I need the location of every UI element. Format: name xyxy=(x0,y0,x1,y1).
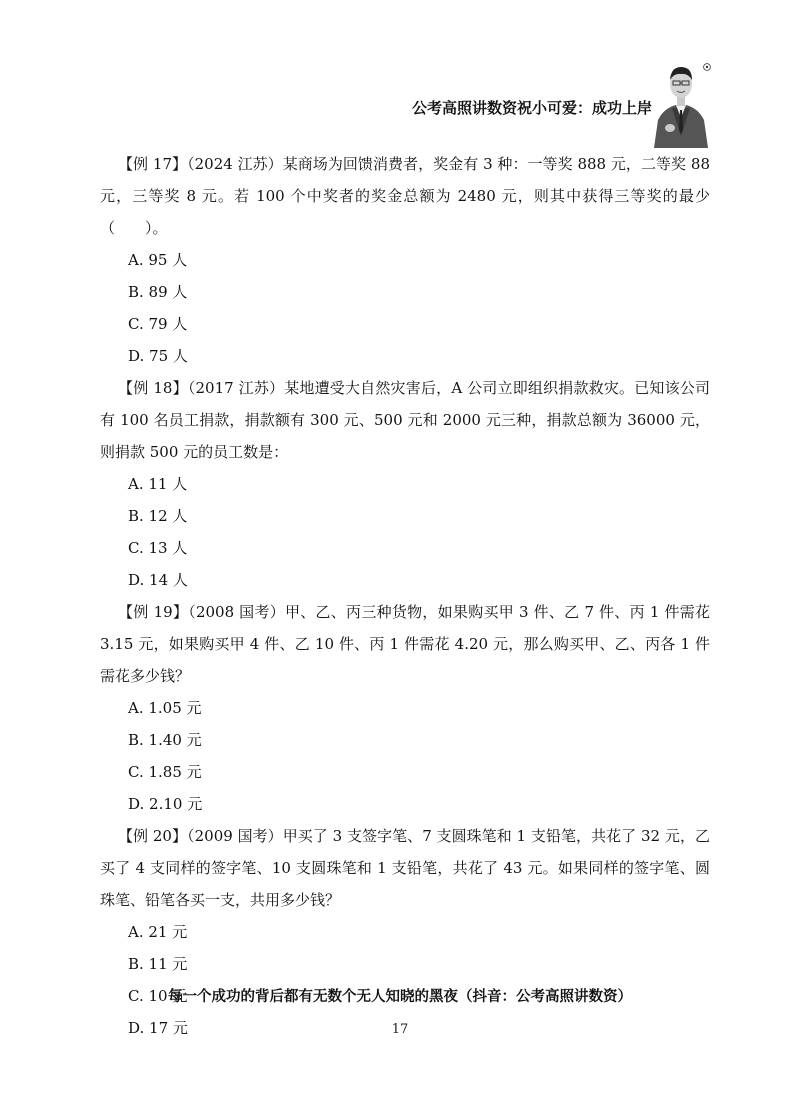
presenter-portrait xyxy=(650,58,712,148)
question-stem: 【例 20】（2009 国考）甲买了 3 支签字笔、7 支圆珠笔和 1 支铅笔，共花了 32 元，乙买了 4 支同样的签字笔、10 支圆珠笔和 1 支铅笔，共花了 43 元。如果同样的签字笔、圆珠笔、铅笔各买一支，共用多少钱？ xyxy=(100,827,710,909)
question-block xyxy=(100,148,710,372)
page-header xyxy=(0,0,800,150)
answer-option: A. 11 人 xyxy=(128,475,188,493)
question-block xyxy=(100,820,710,1044)
page-number: 17 xyxy=(391,1022,409,1037)
answer-option: B. 11 元 xyxy=(128,955,188,973)
question-block xyxy=(100,596,710,820)
header-slogan: 公考高照讲数资祝小可爱：成功上岸 xyxy=(411,99,652,117)
answer-option: D. 2.10 元 xyxy=(128,795,203,813)
question-stem: 【例 17】（2024 江苏）某商场为回馈消费者，奖金有 3 种：一等奖 888 元，二等奖 88 元，三等奖 8 元。若 100 个中奖者的奖金总额为 2480 元，则其中获得三等奖的最少（ ）。 xyxy=(100,155,710,237)
answer-option: A. 21 元 xyxy=(128,923,188,941)
answer-option: B. 89 人 xyxy=(128,283,188,301)
answer-option: D. 17 元 xyxy=(128,1019,188,1037)
answer-option: B. 12 人 xyxy=(128,507,188,525)
question-stem: 【例 19】（2008 国考）甲、乙、丙三种货物，如果购买甲 3 件、乙 7 件、丙 1 件需花 3.15 元，如果购买甲 4 件、乙 10 件、丙 1 件需花 4.20 元，那么购买甲、乙、丙各 1 件需花多少钱？ xyxy=(100,603,710,685)
exercise-list xyxy=(100,148,710,1044)
answer-option: C. 79 人 xyxy=(128,315,188,333)
registered-mark-icon xyxy=(703,63,711,71)
answer-option: C. 1.85 元 xyxy=(128,763,202,781)
answer-option: A. 95 人 xyxy=(128,251,188,269)
answer-option: C. 13 人 xyxy=(128,539,188,557)
question-block xyxy=(100,372,710,596)
footer-slogan: 每一个成功的背后都有无数个无人知晓的黑夜（抖音：公考高照讲数资） xyxy=(168,989,632,1005)
answer-option: D. 75 人 xyxy=(128,347,188,365)
answer-option: B. 1.40 元 xyxy=(128,731,202,749)
answer-option: D. 14 人 xyxy=(128,571,188,589)
question-stem: 【例 18】（2017 江苏）某地遭受大自然灾害后，A 公司立即组织捐款救灾。已知该公司有 100 名员工捐款，捐款额有 300 元、500 元和 2000 元三种，捐款总额为 36000 元，则捐款 500 元的员工数是： xyxy=(100,379,710,461)
answer-option: A. 1.05 元 xyxy=(128,699,202,717)
answer-option: C. 10 元 xyxy=(128,987,188,1005)
